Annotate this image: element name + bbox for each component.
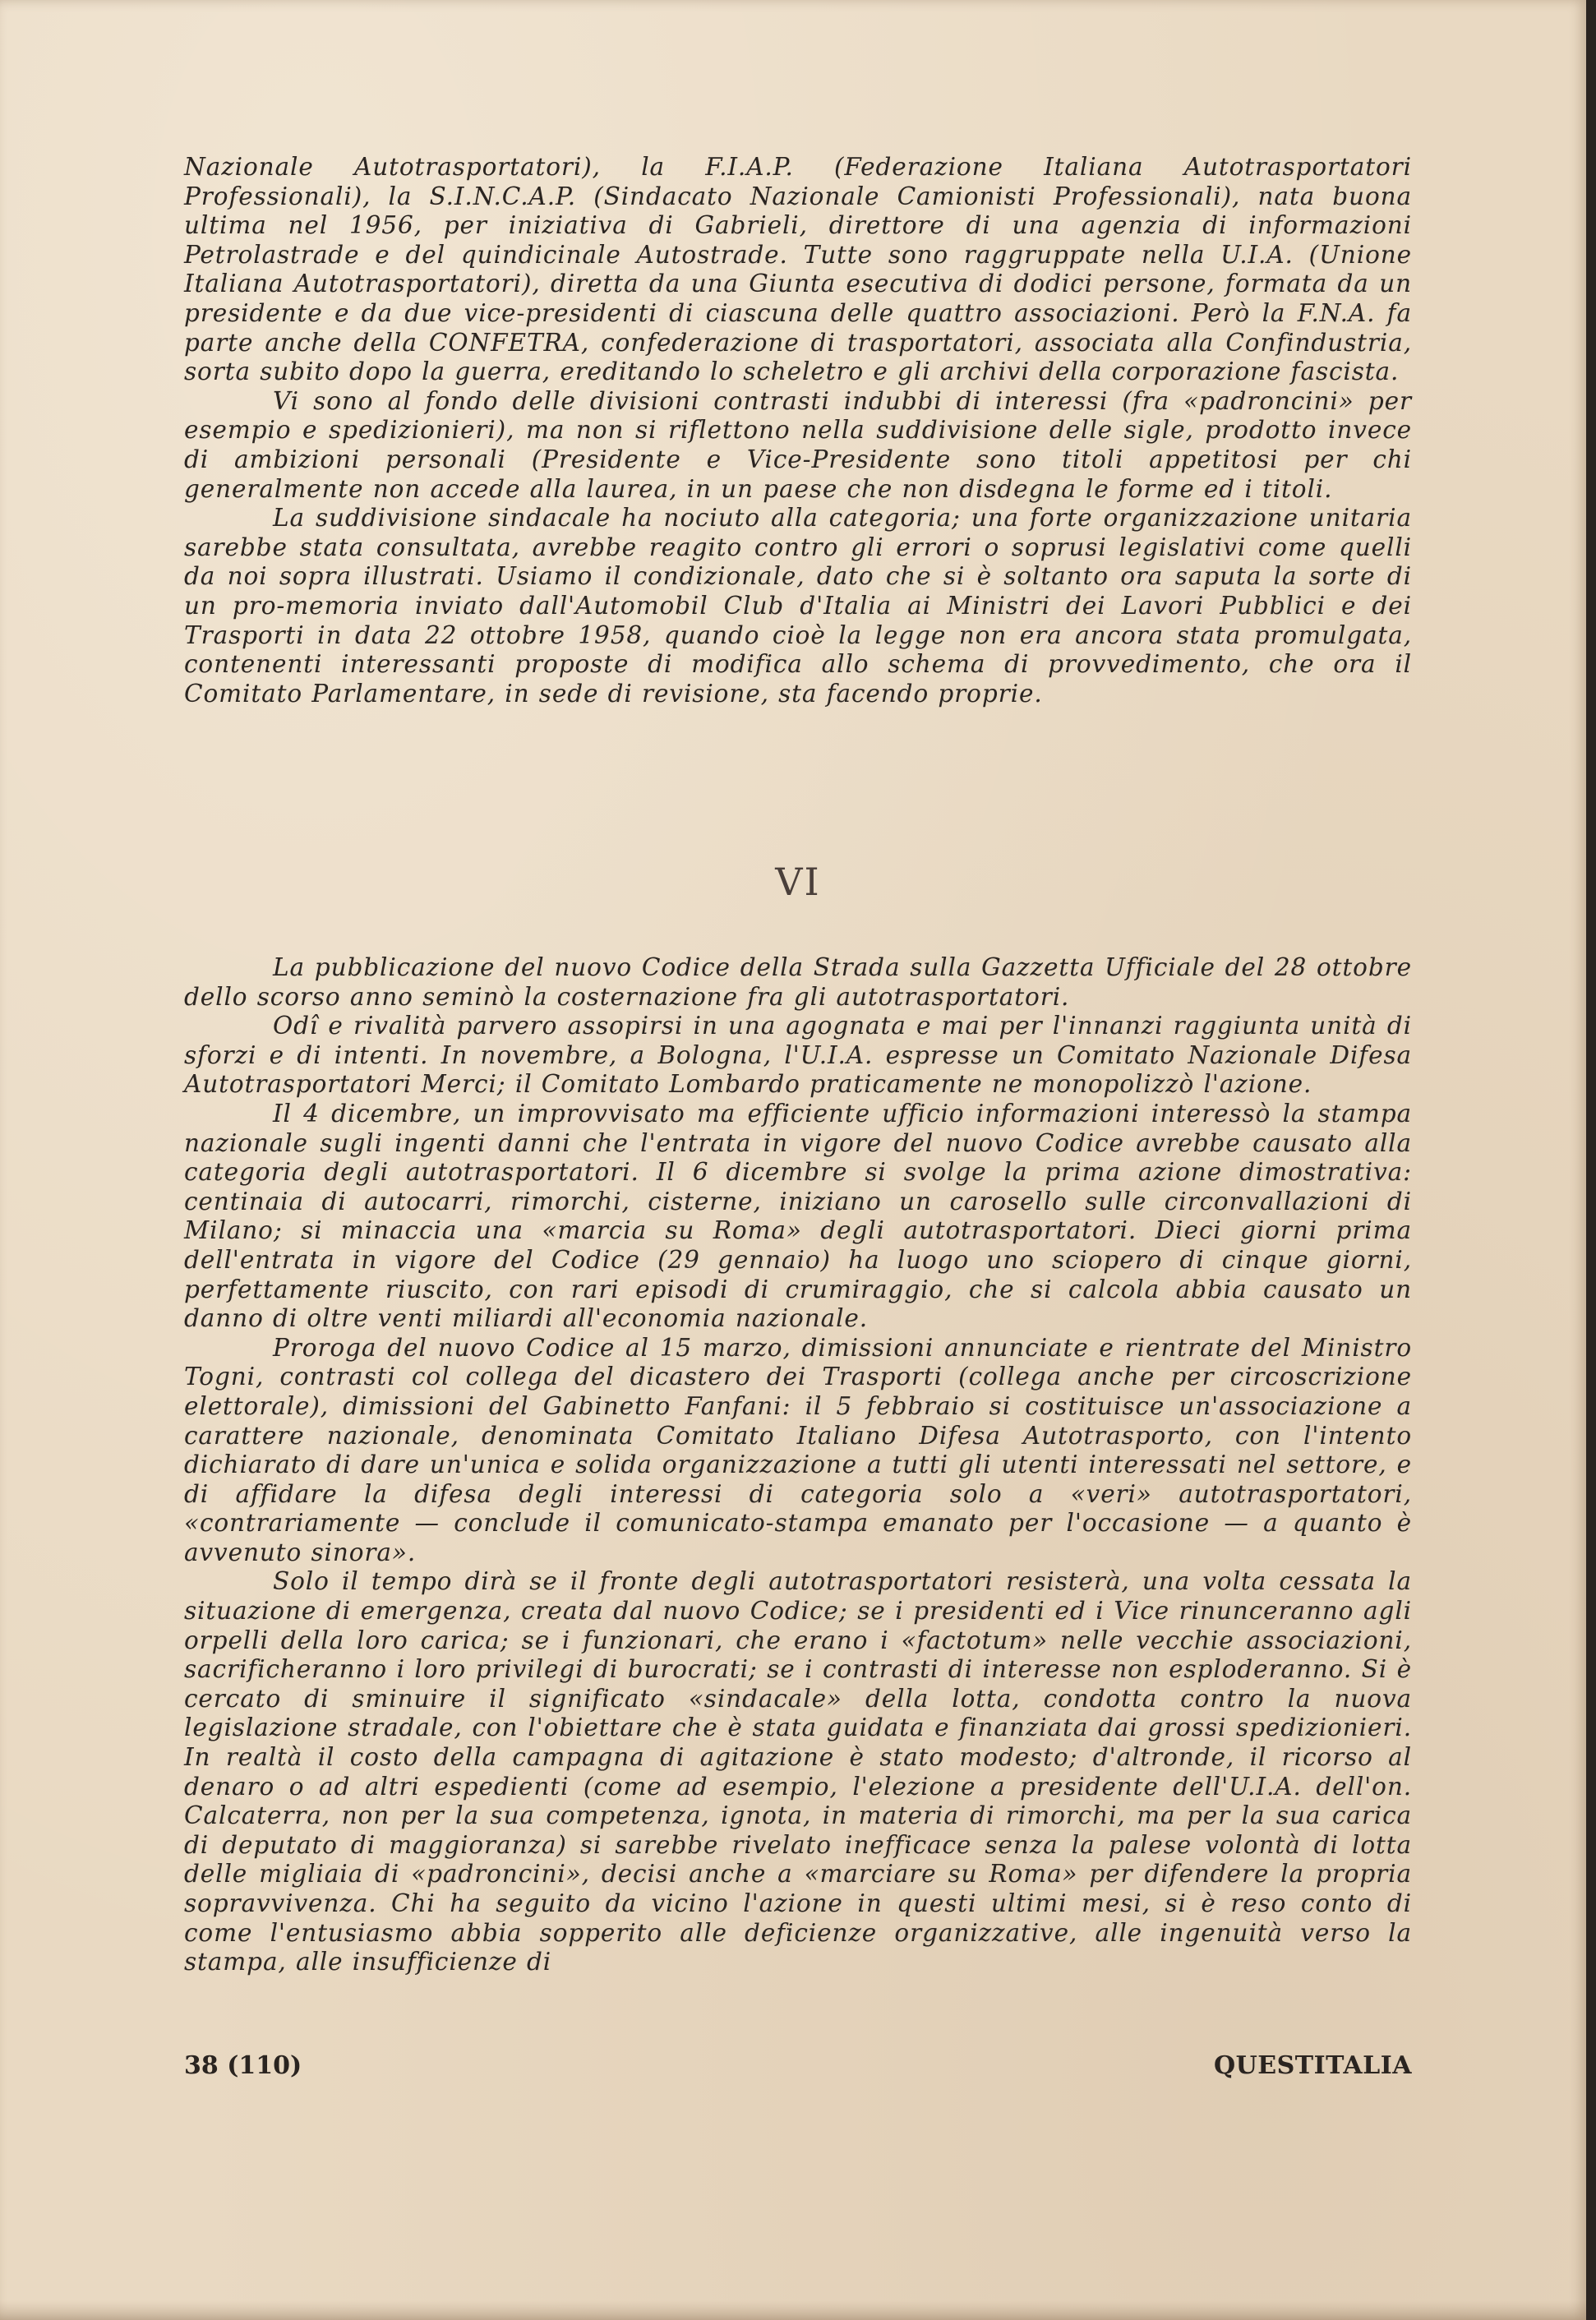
paragraph: La suddivisione sindacale ha nociuto alla categoria; una forte organizzazione unitaria sarebbe stata consultata, avrebbe reagito contro gli errori o soprusi legislativi come quelli da noi sopra illustrati. Usiamo il condizionale, dato che si è soltanto ora saputa la sorte di un pro-memoria inviato dall'Automobil Club d'Italia ai Ministri dei Lavori Pubblici e dei Trasporti in data 22 ottobre 1958, quando cioè la legge non era ancora stata promulgata, contenenti interessanti proposte di modifica allo schema di provvedimento, che ora il Comitato Parlamentare, in sede di revisione, sta facendo proprie. [184,504,1412,708]
section-heading: VI [775,860,821,904]
page-footer [184,2051,1412,2084]
paragraph: La pubblicazione del nuovo Codice della Strada sulla Gazzetta Ufficiale del 28 ottobre dello scorso anno seminò la costernazione fra gli autotrasportatori. [184,953,1412,1011]
paragraph: Il 4 dicembre, un improvvisato ma efficiente ufficio informazioni interessò la stampa nazionale sugli ingenti danni che l'entrata in vigore del nuovo Codice avrebbe causato alla categoria degli autotrasportatori. Il 6 dicembre si svolge la prima azione dimostrativa: centinaia di autocarri, rimorchi, cisterne, iniziano un carosello sulle circonvallazioni di Milano; si minaccia una «marcia su Roma» degli autotrasportatori. Dieci giorni prima dell'entrata in vigore del Codice (29 gennaio) ha luogo uno sciopero di cinque giorni, perfettamente riuscito, con rari episodi di crumiraggio, che si calcola abbia causato un danno di oltre venti miliardi all'economia nazionale. [184,1099,1412,1333]
paragraph: Odî e rivalità parvero assopirsi in una agognata e mai per l'innanzi raggiunta unità di sforzi e di intenti. In novembre, a Bologna, l'U.I.A. espresse un Comitato Nazionale Difesa Autotrasportatori Merci; il Comitato Lombardo praticamente ne monopolizzò l'azione. [184,1012,1412,1099]
article-section-body [184,953,1412,1977]
paragraph: Solo il tempo dirà se il fronte degli autotrasportatori resisterà, una volta cessata la situazione di emergenza, creata dal nuovo Codice; se i presidenti ed i Vice rinunceranno agli orpelli della loro carica; se i funzionari, che erano i «factotum» nelle vecchie associazioni, sacrificheranno i loro privilegi di burocrati; se i contrasti di interesse non esploderanno. Si è cercato di sminuire il significato «sindacale» della lotta, condotta contro la nuova legislazione stradale, con l'obiettare che è stata guidata e finanziata dai grossi spedizionieri. In realtà il costo della campagna di agitazione è stato modesto; d'altronde, il ricorso al denaro o ad altri espedienti (come ad esempio, l'elezione a presidente dell'U.I.A. dell'on. Calcaterra, non per la sua competenza, ignota, in materia di rimorchi, ma per la sua carica di deputato di maggioranza) si sarebbe rivelato inefficace senza la palese volontà di lotta delle migliaia di «padroncini», decisi anche a «marciare su Roma» per difendere la propria sopravvivenza. Chi ha seguito da vicino l'azione in questi ultimi mesi, si è reso conto di come l'entusiasmo abbia sopperito alle deficienze organizzative, alle ingenuità verso la stampa, alle insufficienze di [184,1567,1412,1976]
paragraph: Vi sono al fondo delle divisioni contrasti indubbi di interessi (fra «padroncini» per esempio e spedizionieri), ma non si riflettono nella suddivisione delle sigle, prodotto invece di ambizioni personali (Presidente e Vice-Presidente sono titoli appetitosi per chi generalmente non accede alla laurea, in un paese che non disdegna le forme ed i titoli. [184,386,1412,503]
page-number: 38 (110) [184,2051,302,2080]
paper-edge-shadow [0,2300,1586,2320]
paragraph: Proroga del nuovo Codice al 15 marzo, dimissioni annunciate e rientrate del Ministro Togni, contrasti col collega del dicastero dei Trasporti (collega anche per circoscrizione elettorale), dimissioni del Gabinetto Fanfani: il 5 febbraio si costituisce un'associazione a carattere nazionale, denominata Comitato Italiano Difesa Autotrasporto, con l'intento dichiarato di dare un'unica e solida organizzazione a tutti gli utenti interessati nel settore, e di affidare la difesa degli interessi di categoria solo a «veri» autotrasportatori, «contrariamente — conclude il comunicato-stampa emanato per l'occasione — a quanto è avvenuto sinora». [184,1333,1412,1566]
paragraph: Nazionale Autotrasportatori), la F.I.A.P. (Federazione Italiana Autotrasportatori Professionali), la S.I.N.C.A.P. (Sindacato Nazionale Camionisti Professionali), nata buona ultima nel 1956, per iniziativa di Gabrieli, direttore di una agenzia di informazioni Petrolastrade e del quindicinale Autostrade. Tutte sono raggruppate nella U.I.A. (Unione Italiana Autotrasportatori), diretta da una Giunta esecutiva di dodici persone, formata da un presidente e da due vice-presidenti di ciascuna delle quattro associazioni. Però la F.N.A. fa parte anche della CONFETRA, confederazione di trasportatori, associata alla Confindustria, sorta subito dopo la guerra, ereditando lo scheletro e gli archivi della corporazione fascista. [184,153,1412,386]
article-continuation [184,153,1412,708]
journal-name: QUESTITALIA [1213,2051,1412,2080]
